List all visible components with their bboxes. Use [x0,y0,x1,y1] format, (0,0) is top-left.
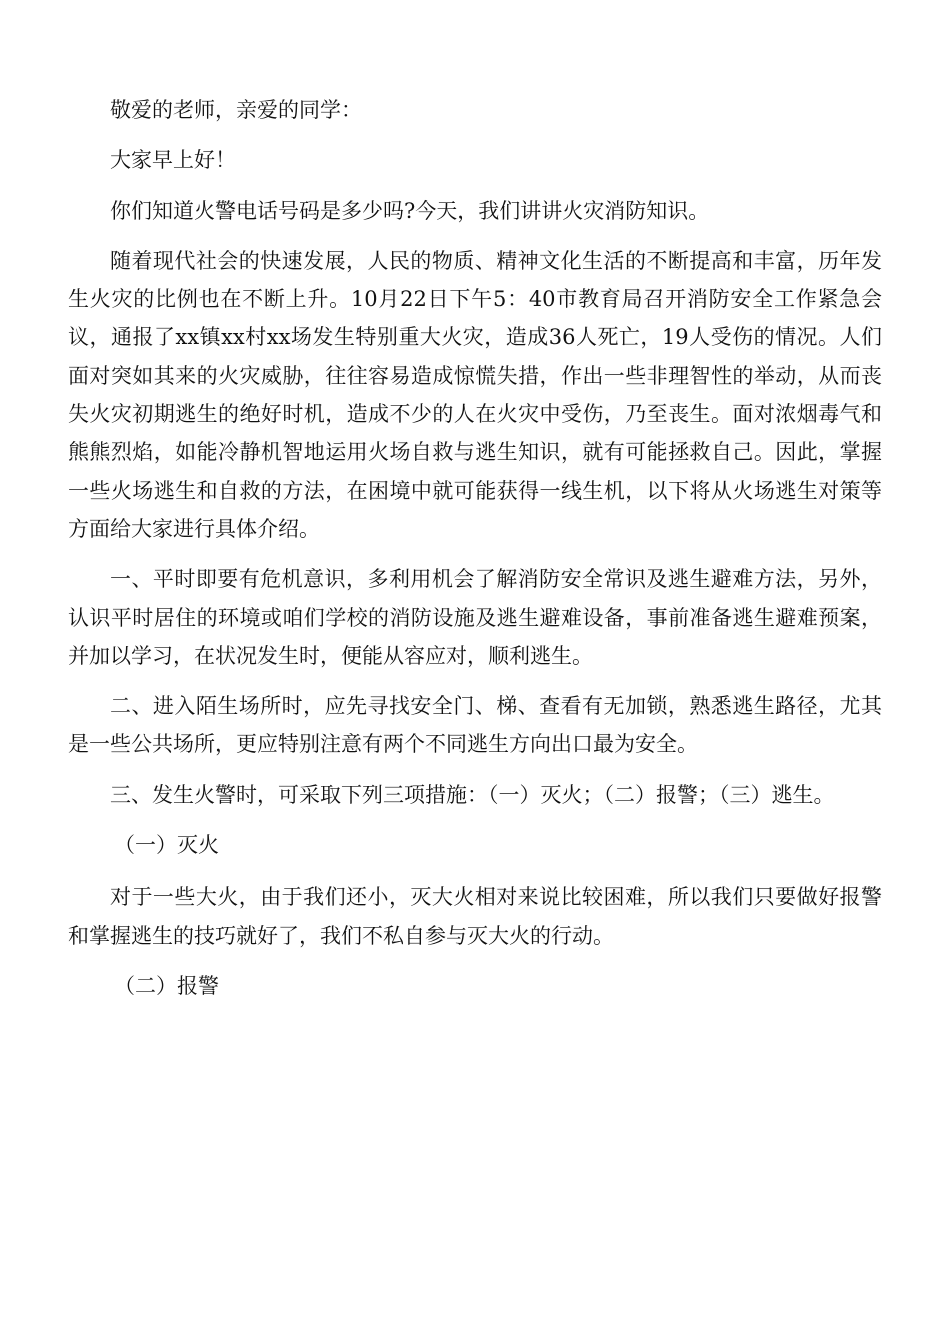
section-heading-alarm: （二）报警 [114,973,219,998]
document-page [68,91,882,1019]
point-three-paragraph: 三、发生火警时，可采取下列三项措施：（一）灭火；（二）报警；（三）逃生。 [110,782,835,807]
greeting-paragraph: 敬爱的老师，亲爱的同学： [110,98,362,122]
extinguish-paragraph: 对于一些大火，由于我们还小，灭大火相对来说比较困难，所以我们只要做好报警和掌握逃生的技巧就好了，我们不私自参与灭大火的行动。 [68,885,882,948]
point-two-paragraph: 二、进入陌生场所时，应先寻找安全门、梯、查看有无加锁，熟悉逃生路径，尤其是一些公共场所，更应特别注意有两个不同逃生方向出口最为安全。 [68,694,882,757]
intro-question-paragraph: 你们知道火警电话号码是多少吗?今天，我们讲讲火灾消防知识。 [110,198,710,223]
point-one-paragraph: 一、平时即要有危机意识，多利用机会了解消防安全常识及逃生避难方法，另外，认识平时居住的环境或咱们学校的消防设施及逃生避难设备，事前准备逃生避难预案，并加以学习，在状况发生时，便能从容应对，顺利逃生。 [68,567,882,668]
section-heading-extinguish: （一）灭火 [114,833,219,858]
background-paragraph: 随着现代社会的快速发展，人民的物质、精神文化生活的不断提高和丰富，历年发生火灾的比例也在不断上升。10月22日下午5：40市教育局召开消防安全工作紧急会议，通报了xx镇xx村xx场发生特别重大火灾，造成36人死亡，19人受伤的情况。人们面对突如其来的火灾威胁，往往容易造成惊慌失措，作出一些非理智性的举动，从而丧失火灾初期逃生的绝好时机，造成不少的人在火灾中受伤，乃至丧生。面对浓烟毒气和熊熊烈焰，如能冷静机智地运用火场自救与逃生知识，就有可能拯救自己。因此，掌握一些火场逃生和自救的方法，在困境中就可能获得一线生机，以下将从火场逃生对策等方面给大家进行具体介绍。 [68,248,882,541]
good-morning-paragraph: 大家早上好！ [110,148,236,173]
